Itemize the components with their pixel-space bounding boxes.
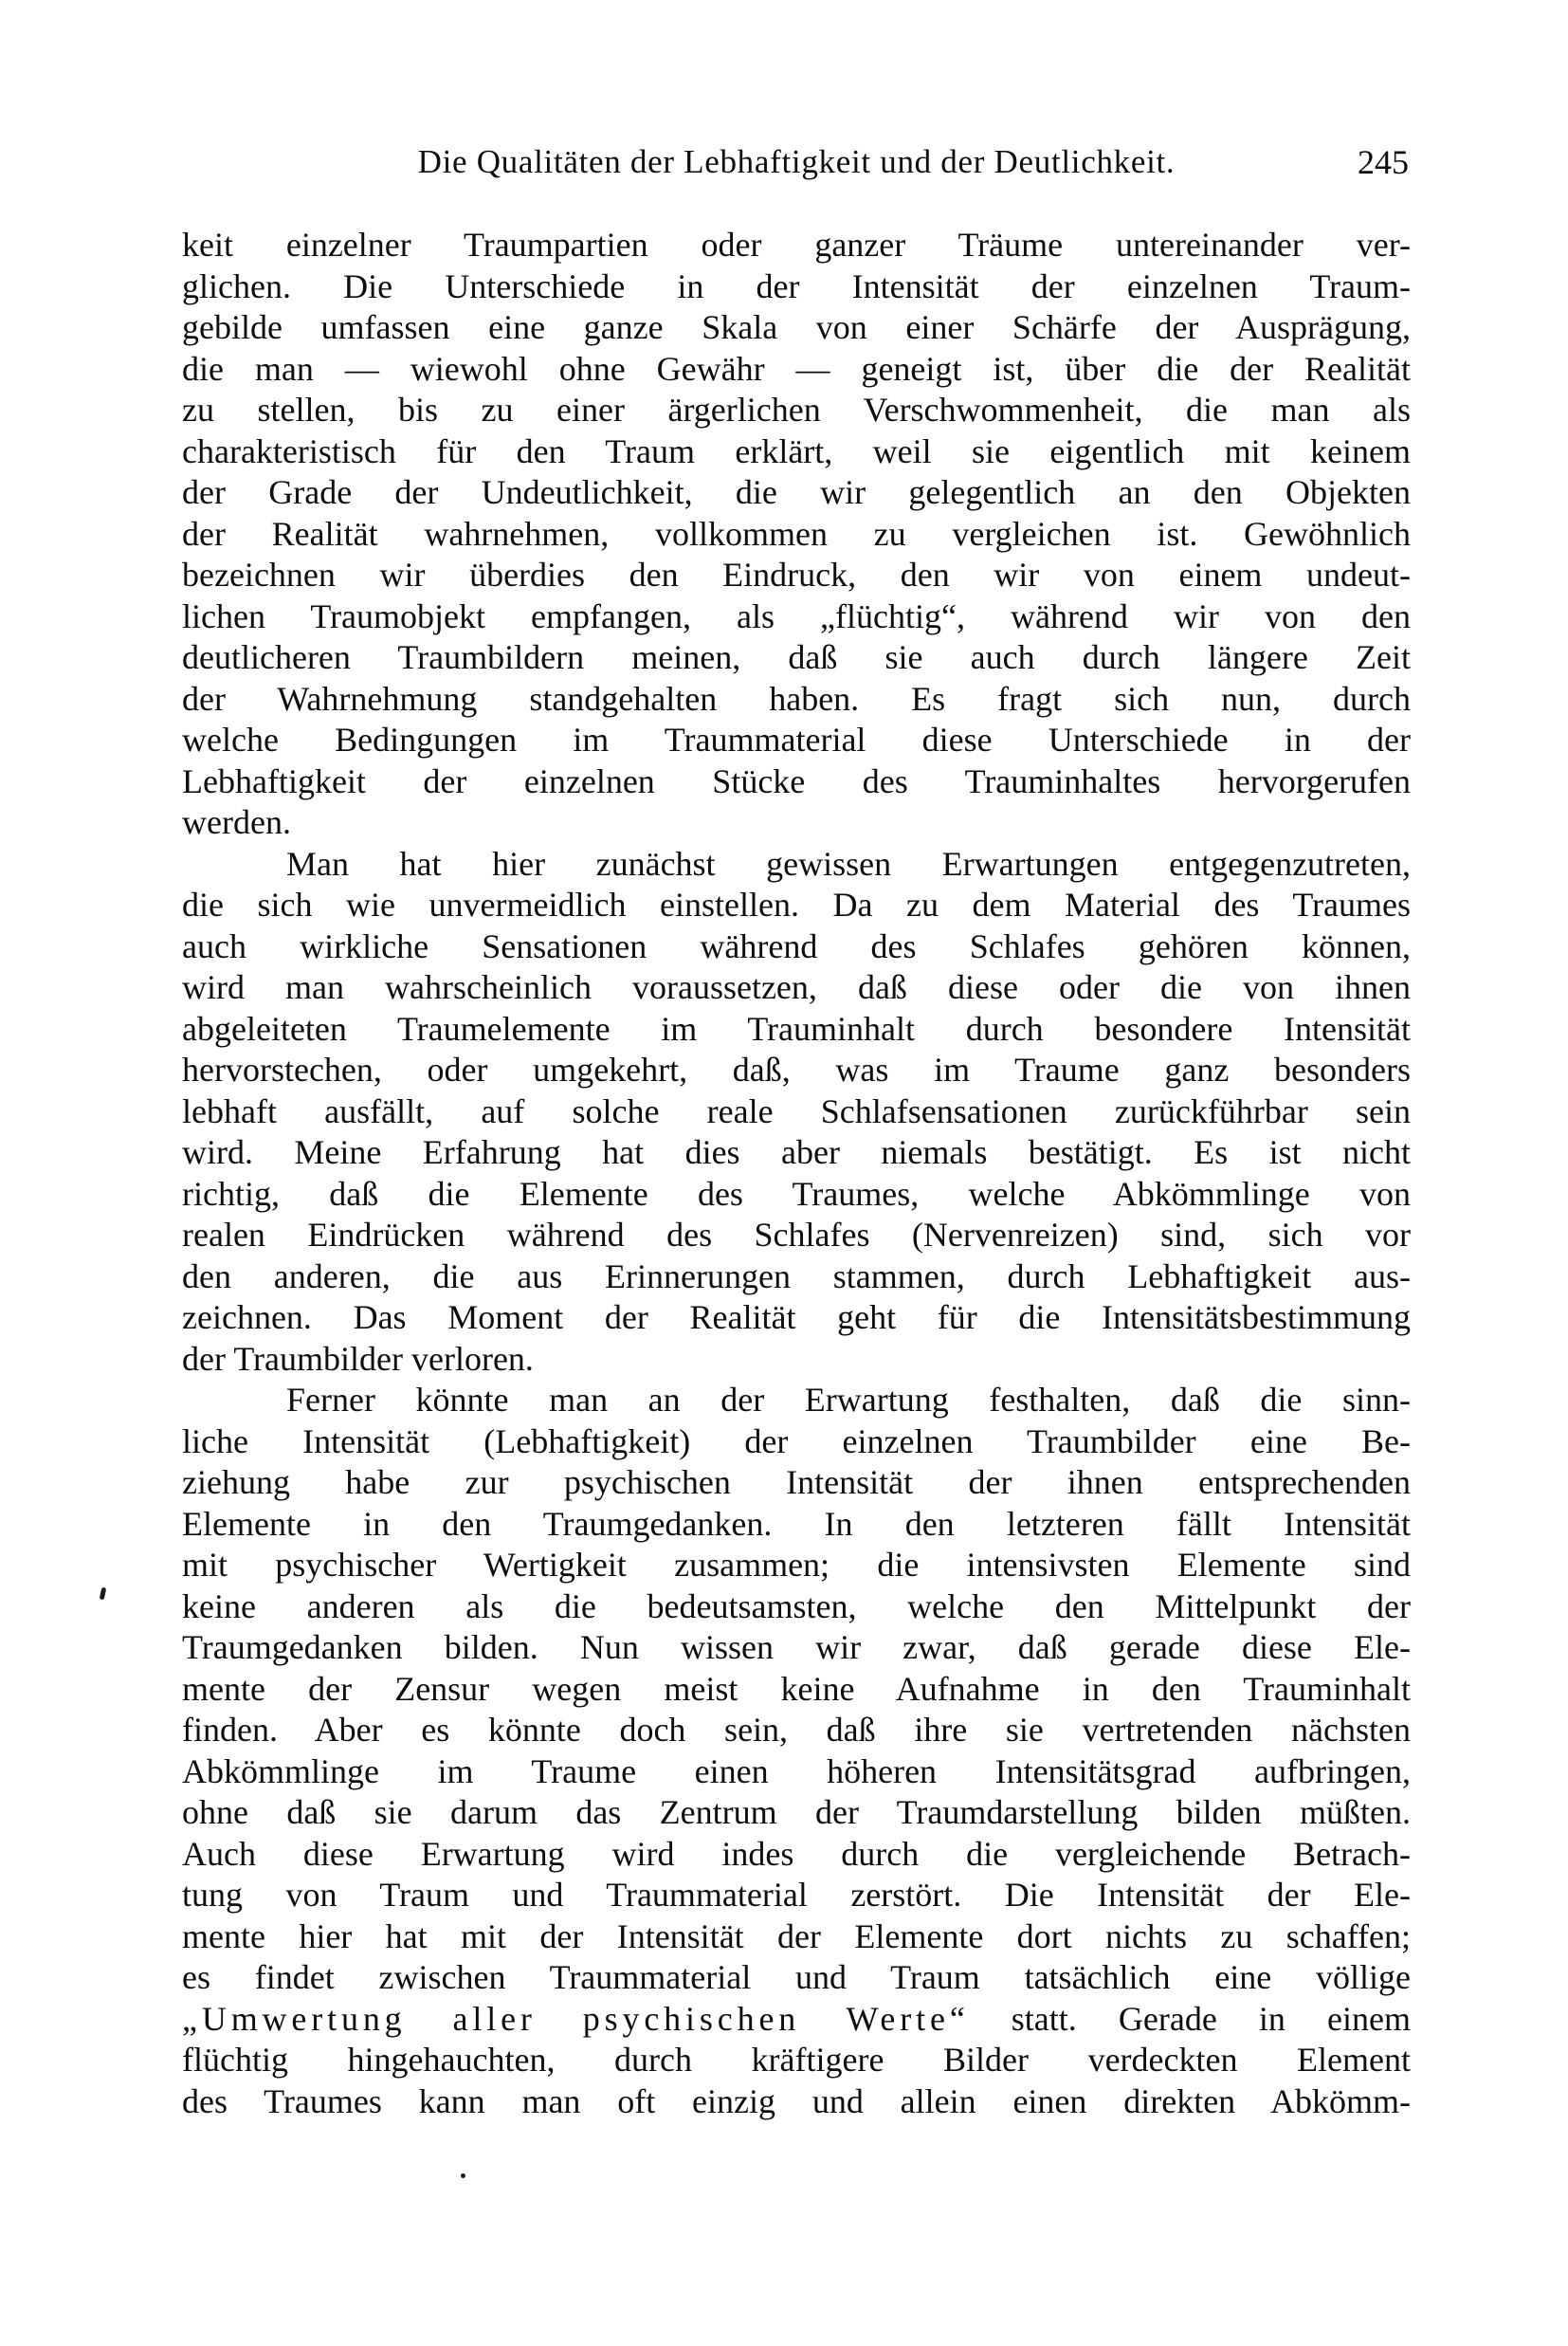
page-title: Die Qualitäten der Lebhaftigkeit und der Deutlichkeit. [417, 143, 1176, 180]
text-line [182, 1380, 1411, 1421]
text-segment: statt. Gerade in einem [969, 1999, 1411, 2038]
text-line [182, 1256, 1411, 1298]
text-segment: abgeleiteten Traumelemente im Trauminhalt durch besondere Intensität [182, 1009, 1411, 1048]
paragraph [182, 1380, 1411, 2122]
text-line [182, 885, 1411, 926]
text-line [182, 802, 1411, 844]
text-segment: des Traumes kann man oft einzig und allein einen direkten Abkömm- [182, 2081, 1411, 2120]
text-segment: den anderen, die aus Erinnerungen stammen, durch Lebhaftigkeit aus- [182, 1256, 1411, 1295]
text-line [182, 926, 1411, 968]
text-segment: bezeichnen wir überdies den Eindruck, den wir von einem undeut- [182, 556, 1411, 594]
text-segment: liche Intensität (Lebhaftigkeit) der einzelnen Traumbilder eine Be- [182, 1421, 1411, 1460]
text-line [182, 1339, 1411, 1381]
text-segment: Ferner könnte man an der Erwartung festhalten, daß die sinn- [286, 1381, 1411, 1419]
page-body [182, 225, 1411, 2122]
text-line [182, 1504, 1411, 1546]
text-segment: keine anderen als die bedeutsamsten, welche den Mittelpunkt der [182, 1586, 1411, 1625]
text-segment: flüchtig hingehauchten, durch kräftigere Bilder verdeckten Element [182, 2041, 1411, 2079]
text-segment: tung von Traum und Traummaterial zerstört. Die Intensität der Ele- [182, 1876, 1411, 1914]
text-segment: charakteristisch für den Traum erklärt, weil sie eigentlich mit keinem [182, 431, 1411, 470]
text-segment: richtig, daß die Elemente des Traumes, welche Abkömmlinge von [182, 1174, 1411, 1213]
text-segment: mente hier hat mit der Intensität der Elemente dort nichts zu schaffen; [182, 1916, 1411, 1955]
text-segment: Elemente in den Traumgedanken. In den letzteren fällt Intensität [182, 1504, 1411, 1543]
text-line [182, 596, 1411, 638]
text-segment: Lebhaftigkeit der einzelnen Stücke des Trauminhaltes hervorgerufen [182, 761, 1411, 800]
text-line [182, 555, 1411, 596]
text-segment: lichen Traumobjekt empfangen, als „flüchtig“, während wir von den [182, 596, 1411, 635]
text-segment: der Wahrnehmung standgehalten haben. Es fragt sich nun, durch [182, 679, 1411, 718]
text-segment: lebhaft ausfällt, auf solche reale Schlafsensationen zurückführbar sein [182, 1091, 1411, 1130]
text-segment: gebilde umfassen eine ganze Skala von einer Schärfe der Ausprägung, [182, 308, 1411, 346]
text-line [182, 1297, 1411, 1339]
text-line [182, 1957, 1411, 1999]
text-segment: der Realität wahrnehmen, vollkommen zu vergleichen ist. Gewöhnlich [182, 514, 1411, 553]
text-segment: finden. Aber es könnte doch sein, daß ihre sie vertretenden nächsten [182, 1711, 1411, 1749]
scan-speck [100, 1587, 107, 1601]
text-line [182, 679, 1411, 721]
text-line [182, 390, 1411, 431]
text-line [182, 967, 1411, 1009]
text-segment: Abkömmlinge im Traume einen höheren Intensitätsgrad aufbringen, [182, 1751, 1411, 1790]
text-line [182, 1916, 1411, 1958]
text-line [182, 1751, 1411, 1793]
paragraph [182, 225, 1411, 844]
text-line [182, 1132, 1411, 1174]
text-line [182, 1710, 1411, 1751]
text-line [182, 1586, 1411, 1628]
text-line [182, 1174, 1411, 1216]
text-line [182, 844, 1411, 886]
text-segment: auch wirkliche Sensationen während des Schlafes gehören können, [182, 926, 1411, 965]
text-line [182, 1545, 1411, 1586]
text-segment: wird. Meine Erfahrung hat dies aber niemals bestätigt. Es ist nicht [182, 1133, 1411, 1171]
text-segment: ziehung habe zur psychischen Intensität der ihnen entsprechenden [182, 1463, 1411, 1501]
text-line [182, 349, 1411, 391]
text-line [182, 2040, 1411, 2081]
text-segment: die sich wie unvermeidlich einstellen. Da zu dem Material des Traumes [182, 886, 1411, 924]
text-line [182, 431, 1411, 473]
text-line [182, 1215, 1411, 1256]
text-segment: keit einzelner Traumpartien oder ganzer Träume untereinander ver- [182, 226, 1411, 264]
text-segment: es findet zwischen Traummaterial und Traum tatsächlich eine völlige [182, 1958, 1411, 1996]
text-line [182, 307, 1411, 349]
text-line [182, 472, 1411, 514]
text-line [182, 1050, 1411, 1091]
text-segment: der Traumbilder verloren. [182, 1339, 534, 1378]
text-line [182, 720, 1411, 761]
text-segment: Traumgedanken bilden. Nun wissen wir zwar, daß gerade diese Ele- [182, 1628, 1411, 1666]
text-line [182, 637, 1411, 679]
text-segment: Man hat hier zunächst gewissen Erwartungen entgegenzutreten, [286, 844, 1411, 883]
text-segment: mit psychischer Wertigkeit zusammen; die intensivsten Elemente sind [182, 1546, 1411, 1584]
text-segment: zeichnen. Das Moment der Realität geht für die Intensitätsbestimmung [182, 1298, 1411, 1336]
text-line [182, 225, 1411, 266]
running-header [182, 140, 1411, 184]
text-line [182, 1792, 1411, 1834]
page-number: 245 [1358, 143, 1409, 181]
text-segment: hervorstechen, oder umgekehrt, daß, was im Traume ganz besonders [182, 1051, 1411, 1089]
text-segment: wird man wahrscheinlich voraussetzen, daß diese oder die von ihnen [182, 968, 1411, 1006]
text-line [182, 761, 1411, 803]
text-line [182, 1669, 1411, 1711]
paragraph [182, 844, 1411, 1381]
text-segment: deutlicheren Traumbildern meinen, daß sie auch durch längere Zeit [182, 638, 1411, 676]
text-line [182, 1999, 1411, 2041]
text-segment: der Grade der Undeutlichkeit, die wir gelegentlich an den Objekten [182, 473, 1411, 511]
text-segment: ohne daß sie darum das Zentrum der Traumdarstellung bilden müßten. [182, 1793, 1411, 1831]
text-line [182, 1009, 1411, 1051]
text-segment: welche Bedingungen im Traummaterial diese Unterschiede in der [182, 721, 1411, 759]
text-line [182, 1421, 1411, 1463]
text-line [182, 1091, 1411, 1133]
text-line [182, 266, 1411, 308]
letterspaced-emphasis: „Umwertung aller psychischen Werte“ [182, 1999, 970, 2038]
text-line [182, 2081, 1411, 2123]
text-line [182, 1875, 1411, 1916]
text-line [182, 514, 1411, 556]
text-segment: glichen. Die Unterschiede in der Intensität der einzelnen Traum- [182, 266, 1411, 305]
text-line [182, 1462, 1411, 1504]
text-segment: realen Eindrücken während des Schlafes (Nervenreizen) sind, sich vor [182, 1216, 1411, 1254]
scan-speck [461, 2173, 465, 2178]
text-segment: mente der Zensur wegen meist keine Aufnahme in den Trauminhalt [182, 1669, 1411, 1708]
text-segment: die man — wiewohl ohne Gewähr — geneigt ist, über die der Realität [182, 349, 1411, 388]
text-line [182, 1627, 1411, 1669]
text-segment: Auch diese Erwartung wird indes durch die vergleichende Betrach- [182, 1834, 1411, 1873]
text-line [182, 1834, 1411, 1876]
text-segment: werden. [182, 803, 291, 841]
text-segment: zu stellen, bis zu einer ärgerlichen Verschwommenheit, die man als [182, 391, 1411, 429]
